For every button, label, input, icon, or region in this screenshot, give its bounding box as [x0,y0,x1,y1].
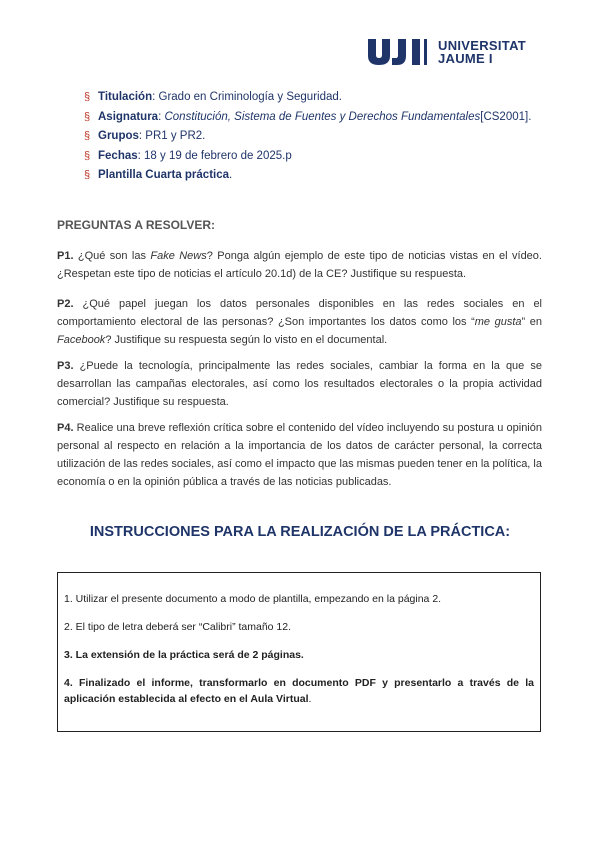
question-number: P3. [57,360,74,372]
instruction-1: 1. Utilizar el presente documento a modo de plantilla, empezando en la página 2. [64,593,442,605]
question-p3: P3. ¿Puede la tecnología, principalmente las redes sociales, cambiar la forma en la que se desarrollan las campañas electorales, así como los resultados electorales o la propia actividad comercial? Justifique su respuesta. [57,360,542,408]
instruction-3: 3. La extensión de la práctica será de 2 páginas. [64,649,304,661]
instrucciones-title: INSTRUCCIONES PARA LA REALIZACIÓN DE LA PRÁCTICA: [89,524,511,540]
grupos-value: : PR1 y PR2. [138,130,206,143]
instructions-box [57,572,541,732]
section-bullet-icon: § [84,91,91,103]
university-name-line1: UNIVERSITAT [438,38,527,53]
info-grupos [84,127,531,147]
university-logo [368,36,526,68]
fechas-label: Fechas [98,149,138,162]
question-number: P2. [57,298,74,310]
asignatura-code: [CS2001]. [480,110,532,123]
fechas-value: : 18 y 19 de febrero de 2025.p [137,149,292,162]
plantilla-value: . [229,169,233,182]
plantilla-label: Plantilla Cuarta práctica [98,169,230,182]
section-bullet-icon: § [84,149,91,162]
asignatura-label: Asignatura [98,110,159,123]
grupos-label: Grupos [98,130,139,143]
university-name-line2: JAUME I [438,51,493,66]
question-p4: P4. Realice una breve reflexión crítica sobre el contenido del vídeo incluyendo su postura u opinión personal al respecto en relación a la importancia de los datos de carácter personal, la correcta utilización de las redes sociales, así como el impacto que las mismas pueden tener en la política, la economía o en la opinión pública a través de las noticias publicadas. [57,422,542,488]
question-number: P1. [57,250,74,262]
section-bullet-icon: § [84,110,91,123]
instruction-4: 4. Finalizado el informe, transformarlo en documento PDF y presentarlo a través de la aplicación establecida al efecto en el Aula Virtual. [64,677,534,705]
question-p1: P1. ¿Qué son las Fake News? Ponga algún ejemplo de este tipo de noticias vistas en el vídeo. ¿Respetan este tipo de noticias el artículo 20.1d) de la CE? Justifique su respuesta. [57,250,542,280]
info-fechas [84,147,531,167]
section-bullet-icon: § [84,130,91,143]
info-plantilla [84,166,531,186]
question-p2: P2. ¿Qué papel juegan los datos personales disponibles en las redes sociales en el comportamiento electoral de las personas? ¿Son importantes los datos como los “me gusta” en Facebook? Justifique su respuesta según lo visto en el documental. [57,298,542,346]
university-name [438,39,526,65]
course-info-list [84,88,531,186]
uji-logo-icon [368,39,432,65]
titulacion-label: Titulación [98,91,153,103]
section-bullet-icon: § [84,169,91,182]
titulacion-value: : Grado en Criminología y Seguridad. [152,91,342,103]
question-number: P4. [57,422,74,434]
info-asignatura: § Asignatura : Constitución, Sistema de Fuentes y Derechos Fundamentales [CS2001]. [84,108,531,128]
instruction-2: 2. El tipo de letra deberá ser “Calibri” tamaño 12. [64,621,292,633]
info-titulacion [84,88,531,108]
preguntas-title: PREGUNTAS A RESOLVER: [57,218,216,232]
asignatura-value: Constitución, Sistema de Fuentes y Derechos Fundamentales [164,110,481,123]
